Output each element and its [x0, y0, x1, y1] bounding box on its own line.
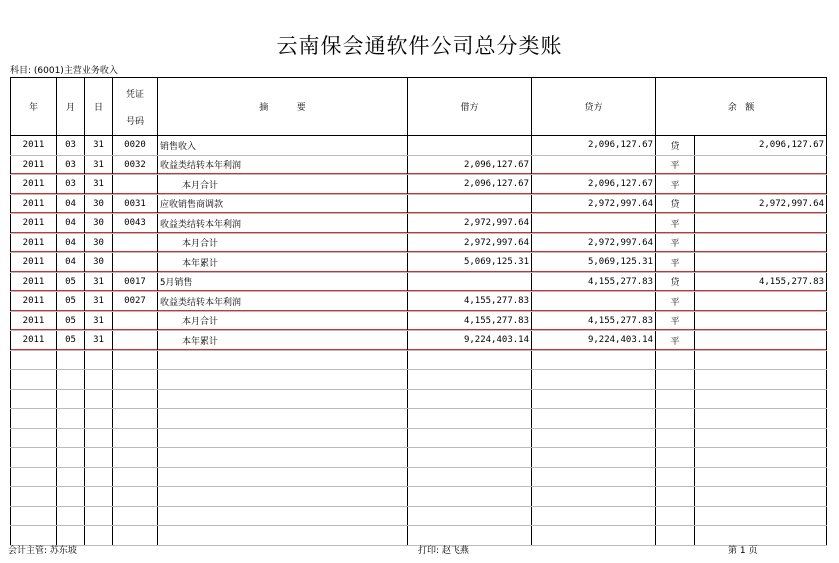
cell-day: 31 — [85, 272, 113, 292]
cell-direction: 平 — [656, 331, 695, 351]
cell-summary — [158, 428, 408, 448]
cell-voucher: 0043 — [113, 214, 158, 234]
cell-voucher: 0032 — [113, 155, 158, 175]
cell-credit — [532, 350, 656, 370]
cell-summary — [158, 526, 408, 546]
ledger-empty-row — [11, 389, 827, 409]
cell-summary — [158, 467, 408, 487]
cell-month: 05 — [57, 311, 85, 331]
cell-credit — [532, 370, 656, 390]
cell-day: 31 — [85, 155, 113, 175]
ledger-row — [11, 194, 827, 214]
ledger-empty-row — [11, 506, 827, 526]
cell-direction: 平 — [656, 233, 695, 253]
cell-summary — [158, 487, 408, 507]
header-month: 月 — [57, 78, 85, 136]
cell-summary: 本年累计 — [158, 253, 408, 273]
cell-credit — [532, 428, 656, 448]
cell-summary — [158, 506, 408, 526]
cell-month: 04 — [57, 194, 85, 214]
cell-month: 04 — [57, 214, 85, 234]
cell-credit — [532, 409, 656, 429]
cell-credit: 5,069,125.31 — [532, 253, 656, 273]
cell-direction — [656, 370, 695, 390]
cell-day — [85, 350, 113, 370]
cell-direction — [656, 389, 695, 409]
ledger-row — [11, 272, 827, 292]
cell-debit — [408, 350, 532, 370]
cell-balance — [695, 506, 827, 526]
cell-summary: 销售收入 — [158, 136, 408, 156]
cell-year — [11, 448, 57, 468]
cell-debit — [408, 389, 532, 409]
cell-day: 31 — [85, 311, 113, 331]
cell-month: 03 — [57, 175, 85, 195]
cell-summary: 5月销售 — [158, 272, 408, 292]
cell-debit — [408, 370, 532, 390]
cell-balance — [695, 389, 827, 409]
cell-balance — [695, 311, 827, 331]
cell-month: 05 — [57, 272, 85, 292]
header-debit: 借方 — [408, 78, 532, 136]
cell-month — [57, 487, 85, 507]
cell-voucher — [113, 409, 158, 429]
cell-month: 03 — [57, 136, 85, 156]
cell-voucher — [113, 370, 158, 390]
cell-year: 2011 — [11, 331, 57, 351]
cell-voucher — [113, 487, 158, 507]
cell-year — [11, 409, 57, 429]
cell-month — [57, 350, 85, 370]
cell-debit — [408, 448, 532, 468]
cell-voucher — [113, 311, 158, 331]
cell-direction: 贷 — [656, 136, 695, 156]
cell-debit: 2,972,997.64 — [408, 233, 532, 253]
cell-day — [85, 389, 113, 409]
cell-month — [57, 506, 85, 526]
ledger-title: 云南保会通软件公司总分类账 — [276, 34, 563, 58]
cell-balance — [695, 253, 827, 273]
cell-direction: 平 — [656, 292, 695, 312]
cell-direction: 平 — [656, 175, 695, 195]
cell-debit: 2,972,997.64 — [408, 214, 532, 234]
cell-direction — [656, 506, 695, 526]
cell-direction: 贷 — [656, 272, 695, 292]
cell-credit: 4,155,277.83 — [532, 311, 656, 331]
cell-year — [11, 467, 57, 487]
cell-balance — [695, 233, 827, 253]
cell-voucher — [113, 253, 158, 273]
cell-month — [57, 370, 85, 390]
cell-credit: 2,972,997.64 — [532, 194, 656, 214]
cell-debit — [408, 409, 532, 429]
cell-voucher — [113, 428, 158, 448]
cell-debit — [408, 272, 532, 292]
cell-day — [85, 467, 113, 487]
cell-day — [85, 506, 113, 526]
cell-voucher — [113, 526, 158, 546]
cell-voucher — [113, 175, 158, 195]
cell-month: 04 — [57, 253, 85, 273]
cell-summary — [158, 370, 408, 390]
cell-credit — [532, 526, 656, 546]
cell-credit — [532, 506, 656, 526]
cell-balance: 2,096,127.67 — [695, 136, 827, 156]
cell-credit — [532, 487, 656, 507]
ledger-row — [11, 136, 827, 156]
cell-direction — [656, 428, 695, 448]
cell-year: 2011 — [11, 194, 57, 214]
cell-credit — [532, 389, 656, 409]
cell-voucher: 0027 — [113, 292, 158, 312]
cell-month: 04 — [57, 233, 85, 253]
cell-year — [11, 350, 57, 370]
cell-credit: 2,096,127.67 — [532, 175, 656, 195]
cell-direction: 平 — [656, 311, 695, 331]
cell-voucher: 0017 — [113, 272, 158, 292]
table-header-row — [11, 78, 827, 136]
header-balance: 余 额 — [656, 78, 827, 136]
account-subject: 科目: (6001)主营业务收入 — [10, 66, 118, 76]
cell-balance — [695, 155, 827, 175]
header-voucher — [113, 78, 158, 136]
cell-balance — [695, 214, 827, 234]
cell-direction — [656, 409, 695, 429]
cell-debit: 2,096,127.67 — [408, 155, 532, 175]
cell-credit: 2,096,127.67 — [532, 136, 656, 156]
cell-balance — [695, 526, 827, 546]
ledger-empty-row — [11, 487, 827, 507]
cell-day: 31 — [85, 136, 113, 156]
ledger-total-row — [11, 175, 827, 195]
cell-direction — [656, 467, 695, 487]
cell-balance: 4,155,277.83 — [695, 272, 827, 292]
cell-direction: 平 — [656, 253, 695, 273]
ledger-total-row — [11, 253, 827, 273]
cell-day — [85, 448, 113, 468]
cell-credit — [532, 214, 656, 234]
cell-credit — [532, 467, 656, 487]
cell-credit: 4,155,277.83 — [532, 272, 656, 292]
cell-voucher — [113, 389, 158, 409]
cell-debit: 5,069,125.31 — [408, 253, 532, 273]
ledger-empty-row — [11, 370, 827, 390]
ledger-row — [11, 155, 827, 175]
cell-year: 2011 — [11, 253, 57, 273]
cell-debit: 4,155,277.83 — [408, 311, 532, 331]
cell-year: 2011 — [11, 233, 57, 253]
cell-month — [57, 467, 85, 487]
cell-year: 2011 — [11, 155, 57, 175]
cell-year: 2011 — [11, 175, 57, 195]
general-ledger-table — [10, 77, 827, 546]
cell-voucher — [113, 506, 158, 526]
cell-summary: 应收销售商调款 — [158, 194, 408, 214]
cell-debit — [408, 136, 532, 156]
cell-debit: 4,155,277.83 — [408, 292, 532, 312]
cell-summary: 本年累计 — [158, 331, 408, 351]
cell-balance — [695, 448, 827, 468]
ledger-row — [11, 214, 827, 234]
ledger-empty-row — [11, 428, 827, 448]
cell-voucher — [113, 350, 158, 370]
cell-balance — [695, 409, 827, 429]
header-day: 日 — [85, 78, 113, 136]
cell-year: 2011 — [11, 311, 57, 331]
ledger-body — [11, 136, 827, 546]
footer-printer: 打印: 赵飞燕 — [418, 546, 469, 556]
cell-month: 05 — [57, 331, 85, 351]
cell-day — [85, 487, 113, 507]
cell-credit: 9,224,403.14 — [532, 331, 656, 351]
cell-day: 30 — [85, 214, 113, 234]
cell-balance — [695, 467, 827, 487]
cell-voucher — [113, 448, 158, 468]
cell-day — [85, 526, 113, 546]
cell-summary — [158, 389, 408, 409]
cell-voucher — [113, 467, 158, 487]
header-summary: 摘 要 — [158, 78, 408, 136]
cell-month: 03 — [57, 155, 85, 175]
cell-direction: 贷 — [656, 194, 695, 214]
cell-voucher — [113, 331, 158, 351]
cell-summary: 本月合计 — [158, 311, 408, 331]
cell-summary: 收益类结转本年利润 — [158, 155, 408, 175]
cell-balance — [695, 370, 827, 390]
cell-day — [85, 409, 113, 429]
cell-debit: 2,096,127.67 — [408, 175, 532, 195]
cell-summary: 本月合计 — [158, 175, 408, 195]
cell-direction: 平 — [656, 155, 695, 175]
cell-day: 31 — [85, 175, 113, 195]
cell-year — [11, 389, 57, 409]
cell-year — [11, 506, 57, 526]
ledger-total-row — [11, 311, 827, 331]
header-year: 年 — [11, 78, 57, 136]
cell-balance: 2,972,997.64 — [695, 194, 827, 214]
cell-year: 2011 — [11, 136, 57, 156]
cell-summary — [158, 409, 408, 429]
header-voucher-top: 凭证 — [125, 89, 144, 100]
cell-voucher: 0031 — [113, 194, 158, 214]
cell-balance — [695, 331, 827, 351]
cell-summary: 本月合计 — [158, 233, 408, 253]
cell-debit — [408, 487, 532, 507]
cell-summary: 收益类结转本年利润 — [158, 292, 408, 312]
header-voucher-bottom: 号码 — [125, 116, 144, 127]
cell-direction — [656, 448, 695, 468]
footer-page-number: 第 1 页 — [728, 546, 758, 556]
header-credit: 贷方 — [532, 78, 656, 136]
cell-debit — [408, 467, 532, 487]
cell-balance — [695, 175, 827, 195]
cell-direction — [656, 350, 695, 370]
ledger-empty-row — [11, 409, 827, 429]
cell-month — [57, 409, 85, 429]
cell-credit — [532, 448, 656, 468]
cell-summary — [158, 448, 408, 468]
ledger-empty-row — [11, 467, 827, 487]
cell-day: 31 — [85, 331, 113, 351]
ledger-empty-row — [11, 350, 827, 370]
cell-day: 30 — [85, 233, 113, 253]
cell-direction — [656, 526, 695, 546]
ledger-total-row — [11, 233, 827, 253]
cell-year: 2011 — [11, 272, 57, 292]
cell-month: 05 — [57, 292, 85, 312]
cell-day: 31 — [85, 292, 113, 312]
cell-month — [57, 428, 85, 448]
cell-balance — [695, 292, 827, 312]
cell-direction — [656, 487, 695, 507]
ledger-empty-row — [11, 448, 827, 468]
cell-debit — [408, 506, 532, 526]
cell-voucher — [113, 233, 158, 253]
ledger-total-row — [11, 331, 827, 351]
cell-credit — [532, 155, 656, 175]
cell-voucher: 0020 — [113, 136, 158, 156]
cell-debit — [408, 194, 532, 214]
cell-year: 2011 — [11, 214, 57, 234]
cell-day — [85, 428, 113, 448]
cell-day: 30 — [85, 194, 113, 214]
cell-month — [57, 389, 85, 409]
cell-summary: 收益类结转本年利润 — [158, 214, 408, 234]
cell-credit: 2,972,997.64 — [532, 233, 656, 253]
cell-year — [11, 487, 57, 507]
cell-summary — [158, 350, 408, 370]
cell-balance — [695, 350, 827, 370]
cell-debit — [408, 428, 532, 448]
cell-credit — [532, 292, 656, 312]
footer-supervisor: 会计主管: 苏东坡 — [8, 546, 77, 556]
cell-direction: 平 — [656, 214, 695, 234]
cell-balance — [695, 428, 827, 448]
ledger-row — [11, 292, 827, 312]
cell-day — [85, 370, 113, 390]
cell-year: 2011 — [11, 292, 57, 312]
cell-month — [57, 448, 85, 468]
cell-debit: 9,224,403.14 — [408, 331, 532, 351]
cell-year — [11, 370, 57, 390]
cell-balance — [695, 487, 827, 507]
cell-year — [11, 428, 57, 448]
cell-day: 30 — [85, 253, 113, 273]
